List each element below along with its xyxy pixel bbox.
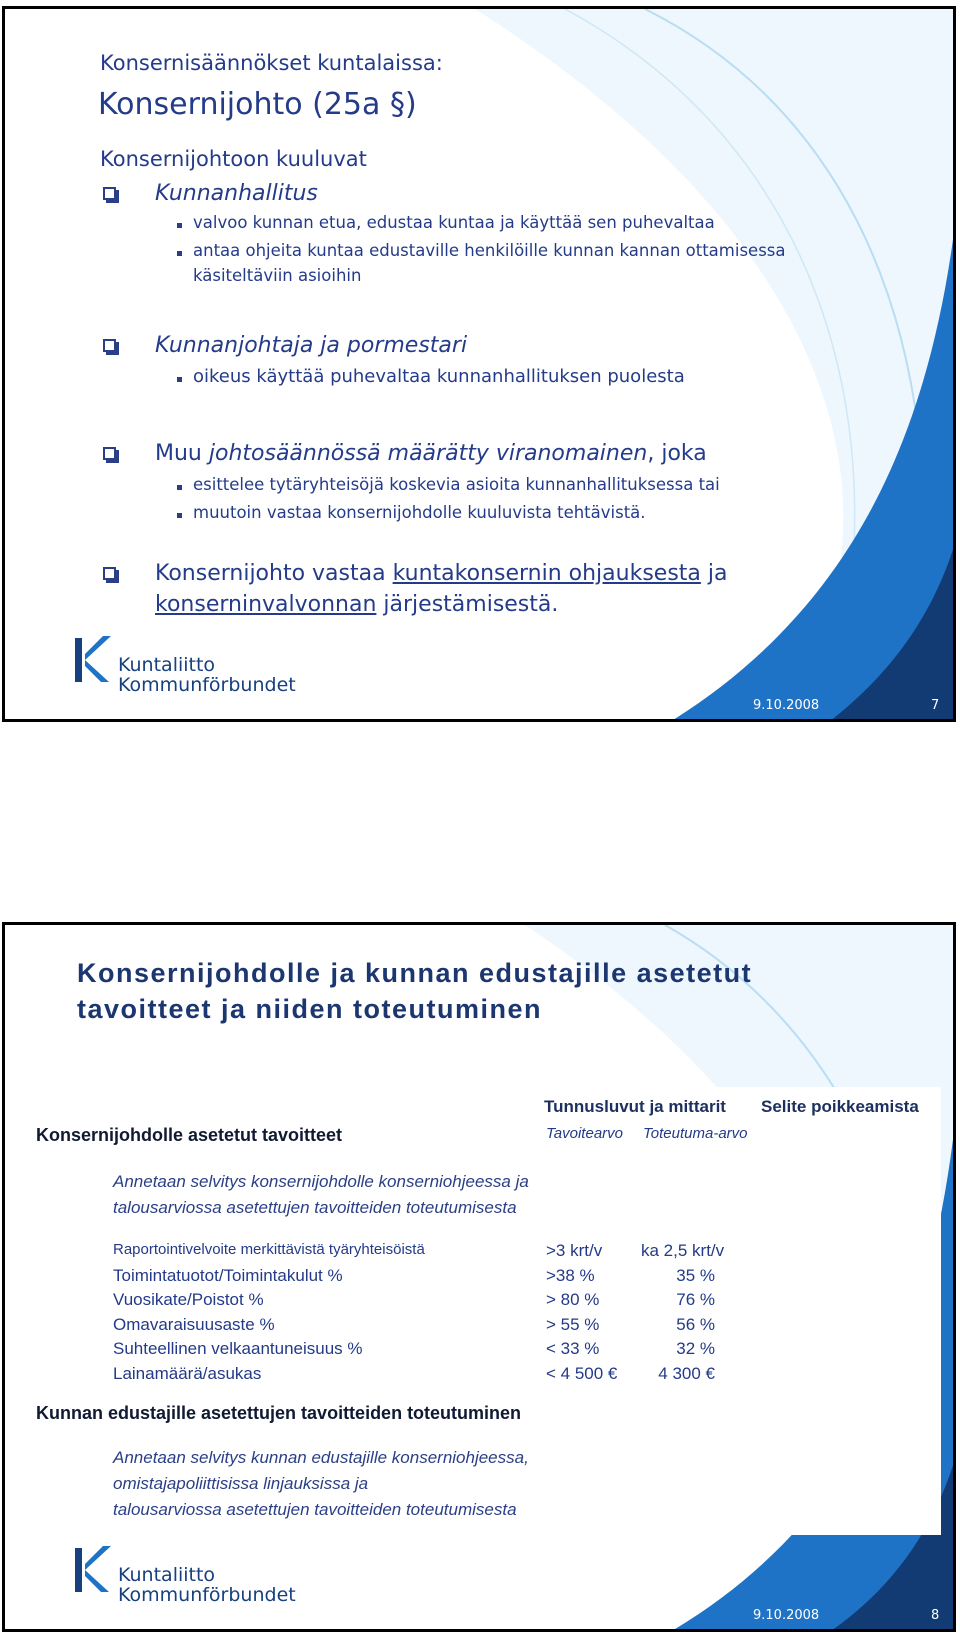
page-number: 8: [931, 1608, 940, 1623]
subheader-toteutuma: Toteutuma-arvo: [643, 1125, 748, 1142]
row-target: > 80 %: [546, 1290, 600, 1309]
section-konsernijohto: Konsernijohdolle asetetut tavoitteet: [36, 1125, 343, 1145]
row-label: Raportointivelvoite merkittävistä tyäryhteisöistä: [113, 1241, 425, 1258]
square-bullet-icon: [177, 377, 182, 382]
checkbox-bullet-icon: [103, 567, 116, 580]
row-actual: 35 %: [676, 1265, 715, 1285]
row-label: Vuosikate/Poistot %: [113, 1290, 264, 1309]
row-actual: 4 300 €: [658, 1363, 715, 1383]
description-line: talousarviossa asetettujen tavoitteiden toteutumisesta: [113, 1500, 517, 1519]
row-target: >3 krt/v: [546, 1241, 603, 1260]
logo-text-2: Kommunförbundet: [118, 674, 296, 696]
description-line: Annetaan selvitys kunnan edustajille konserniohjeessa,: [113, 1448, 529, 1467]
bullet-text-a: Muu: [155, 441, 209, 466]
kuntaliitto-logo-icon: [73, 634, 115, 684]
bullet-text-b: johtosäännössä määrätty viranomainen: [208, 441, 648, 466]
bullet-text-c: , joka: [647, 441, 707, 466]
checkbox-bullet-icon: [103, 447, 116, 460]
slide-8: [2, 922, 956, 1632]
bullet-muu-viranomainen: [155, 441, 707, 466]
logo-text-2: Kommunförbundet: [118, 1584, 296, 1606]
row-label: Omavaraisuusaste %: [113, 1314, 275, 1334]
kuntaliitto-logo-icon: [73, 1544, 115, 1594]
subheader-tavoitearvo: Tavoitearvo: [546, 1125, 623, 1142]
logo-text-1: Kuntaliitto: [118, 654, 216, 676]
text: ja: [700, 561, 728, 586]
row-label: Toimintatuotot/Toimintakulut %: [113, 1265, 343, 1285]
row-actual: 76 %: [676, 1290, 715, 1309]
row-target: > 55 %: [546, 1314, 600, 1334]
underlined-text: konserninvalvonnan: [155, 592, 377, 617]
checkbox-bullet-icon: [103, 339, 116, 352]
row-target: < 33 %: [546, 1339, 600, 1358]
text: Konsernijohto vastaa: [155, 561, 393, 586]
section-description: [113, 1445, 533, 1523]
square-bullet-icon: [177, 251, 182, 256]
slide-title: Konsernijohto (25a §): [98, 87, 417, 122]
column-header-tunnusluvut: Tunnusluvut ja mittarit: [544, 1097, 726, 1116]
text: järjestämisestä.: [376, 592, 559, 617]
logo-text-1: Kuntaliitto: [118, 1564, 216, 1586]
description-line: Annetaan selvitys konsernijohdolle konserniohjeessa ja: [113, 1172, 529, 1191]
sub-bullet: oikeus käyttää puhevaltaa kunnanhallituksen puolesta: [193, 366, 685, 387]
row-target: < 4 500 €: [546, 1363, 618, 1383]
row-label: Suhteellinen velkaantuneisuus %: [113, 1339, 363, 1358]
row-target: >38 %: [546, 1265, 595, 1285]
column-header-selite: Selite poikkeamista: [761, 1097, 919, 1116]
bullet-konsernijohto-line2: [155, 592, 558, 617]
bullet-kunnanjohtaja: Kunnanjohtaja ja pormestari: [155, 333, 468, 358]
slide-title-line2: tavoitteet ja niiden toteutuminen: [77, 994, 543, 1024]
sub-bullet: valvoo kunnan etua, edustaa kuntaa ja käyttää sen puhevaltaa: [193, 213, 715, 232]
section-description: [113, 1169, 533, 1221]
intro-text: Konsernijohtoon kuuluvat: [100, 147, 367, 171]
square-bullet-icon: [177, 513, 182, 518]
slide-title-line1: Konsernijohdolle ja kunnan edustajille asetetut: [77, 958, 753, 988]
section-kunnan-edustajat: Kunnan edustajille asetettujen tavoitteiden toteutuminen: [36, 1403, 522, 1423]
description-line: talousarviossa asetettujen tavoitteiden toteutumisesta: [113, 1198, 517, 1217]
square-bullet-icon: [177, 223, 182, 228]
sub-bullet-cont: käsiteltäviin asioihin: [193, 266, 362, 285]
square-bullet-icon: [177, 485, 182, 490]
checkbox-bullet-icon: [103, 187, 116, 200]
slide-pretitle: Konsernisäännökset kuntalaissa:: [100, 51, 443, 75]
bullet-kunnanhallitus: Kunnanhallitus: [155, 181, 318, 206]
row-actual: ka 2,5 krt/v: [641, 1241, 725, 1260]
footer-date: 9.10.2008: [753, 698, 820, 713]
slide-7: [2, 6, 956, 722]
underlined-text: kuntakonsernin ohjauksesta: [392, 561, 701, 586]
row-actual: 56 %: [676, 1314, 715, 1334]
footer-date: 9.10.2008: [753, 1608, 820, 1623]
page-number: 7: [931, 698, 940, 713]
goals-table: [31, 1087, 941, 1535]
row-label: Lainamäärä/asukas: [113, 1363, 262, 1383]
bullet-konsernijohto-line1: [155, 561, 728, 586]
sub-bullet: antaa ohjeita kuntaa edustaville henkilöille kunnan kannan ottamisessa: [193, 241, 786, 260]
row-actual: 32 %: [676, 1339, 715, 1358]
sub-bullet: esittelee tytäryhteisöjä koskevia asioita kunnanhallituksessa tai: [193, 475, 720, 494]
description-line: omistajapoliittisissa linjauksissa ja: [113, 1474, 369, 1493]
sub-bullet: muutoin vastaa konsernijohdolle kuuluvista tehtävistä.: [193, 503, 646, 522]
